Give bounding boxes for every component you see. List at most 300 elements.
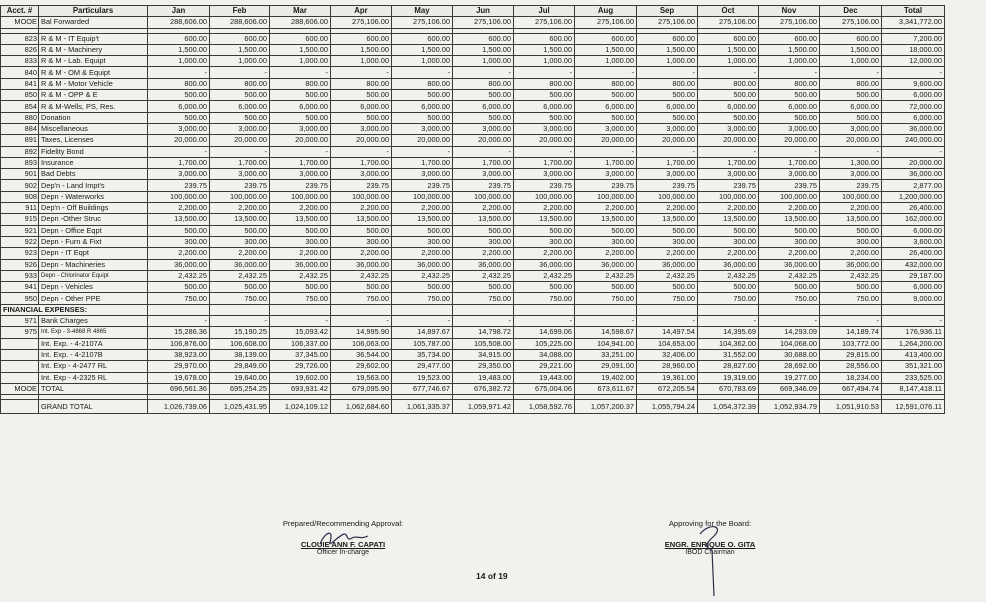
month-value-cell: 600.00 — [148, 33, 210, 44]
table-row — [1, 146, 945, 157]
month-value-cell: 500.00 — [820, 90, 882, 101]
month-value-cell: - — [820, 67, 882, 78]
month-value-cell: 36,000.00 — [392, 259, 453, 270]
month-value-cell: 300.00 — [637, 236, 698, 247]
month-value-cell: 3,000.00 — [637, 123, 698, 134]
month-value-cell: 300.00 — [698, 236, 759, 247]
month-value-cell: 100,000.00 — [453, 191, 514, 202]
month-value-cell: 1,055,794.24 — [637, 400, 698, 414]
month-value-cell: - — [759, 316, 820, 327]
account-number: 892 — [1, 146, 39, 157]
column-header: Oct — [698, 6, 759, 17]
month-value-cell: 500.00 — [331, 282, 392, 293]
column-header: Sep — [637, 6, 698, 17]
month-value-cell: 600.00 — [637, 33, 698, 44]
month-value-cell: 20,000.00 — [637, 135, 698, 146]
month-value-cell: 1,500.00 — [270, 44, 331, 55]
month-value-cell: 15,286.36 — [148, 327, 210, 338]
account-number: 880 — [1, 112, 39, 123]
account-number: 823 — [1, 33, 39, 44]
account-number — [1, 372, 39, 383]
month-value-cell: 500.00 — [270, 282, 331, 293]
total-cell: 1,200,000.00 — [882, 191, 945, 202]
total-cell: 233,525.00 — [882, 372, 945, 383]
total-cell: 29,187.00 — [882, 270, 945, 281]
month-value-cell: 32,406.00 — [637, 349, 698, 360]
month-value-cell: - — [575, 316, 637, 327]
month-value-cell: 14,699.06 — [514, 327, 575, 338]
empty-cell — [210, 304, 270, 315]
month-value-cell: 1,500.00 — [575, 44, 637, 55]
total-cell: 7,200.00 — [882, 33, 945, 44]
month-value-cell: 1,700.00 — [331, 157, 392, 168]
particular-label: Bad Debts — [39, 169, 148, 180]
particular-label: Depn - Office Eqpt — [39, 225, 148, 236]
month-value-cell: 750.00 — [453, 293, 514, 304]
month-value-cell: 3,000.00 — [820, 169, 882, 180]
month-value-cell: 6,000.00 — [331, 101, 392, 112]
month-value-cell: 500.00 — [270, 90, 331, 101]
total-cell: 20,000.00 — [882, 157, 945, 168]
particular-label: Dep'n - Off Buildings — [39, 203, 148, 214]
particular-label: Insurance — [39, 157, 148, 168]
column-header: Jan — [148, 6, 210, 17]
month-value-cell: 100,000.00 — [210, 191, 270, 202]
month-value-cell: 2,432.25 — [759, 270, 820, 281]
month-value-cell: 600.00 — [392, 33, 453, 44]
total-cell: 8,147,418.11 — [882, 383, 945, 394]
account-number: MOOE — [1, 383, 39, 394]
month-value-cell: 800.00 — [820, 78, 882, 89]
month-value-cell: 29,970.00 — [148, 361, 210, 372]
month-value-cell: 2,200.00 — [820, 203, 882, 214]
month-value-cell: 239.75 — [392, 180, 453, 191]
table-row — [1, 383, 945, 394]
month-value-cell: 500.00 — [637, 112, 698, 123]
month-value-cell: 300.00 — [270, 236, 331, 247]
month-value-cell: 29,091.00 — [575, 361, 637, 372]
month-value-cell: 288,606.00 — [148, 17, 210, 28]
month-value-cell: 104,362.00 — [698, 338, 759, 349]
empty-cell — [882, 304, 945, 315]
month-value-cell: - — [698, 146, 759, 157]
month-value-cell: 239.75 — [148, 180, 210, 191]
month-value-cell: 2,200.00 — [575, 203, 637, 214]
account-number: 902 — [1, 180, 39, 191]
month-value-cell: - — [453, 146, 514, 157]
total-cell: 6,000.00 — [882, 282, 945, 293]
month-value-cell: 29,350.00 — [453, 361, 514, 372]
month-value-cell: 36,000.00 — [270, 259, 331, 270]
month-value-cell: 15,093.42 — [270, 327, 331, 338]
column-header: Mar — [270, 6, 331, 17]
particular-label: Int. Exp - 4-2477 RL — [39, 361, 148, 372]
month-value-cell: 275,106.00 — [637, 17, 698, 28]
month-value-cell: 20,000.00 — [392, 135, 453, 146]
month-value-cell: 500.00 — [514, 282, 575, 293]
month-value-cell: 1,054,372.39 — [698, 400, 759, 414]
month-value-cell: 2,200.00 — [210, 203, 270, 214]
signature-caption: Prepared/Recommending Approval: — [282, 519, 404, 528]
account-number: 911 — [1, 203, 39, 214]
month-value-cell: - — [392, 316, 453, 327]
month-value-cell: 275,106.00 — [759, 17, 820, 28]
month-value-cell: 500.00 — [759, 90, 820, 101]
header-row — [1, 6, 945, 17]
account-number: 921 — [1, 225, 39, 236]
month-value-cell: 1,500.00 — [453, 44, 514, 55]
section-label: FINANCIAL EXPENSES: — [1, 304, 148, 315]
month-value-cell: 6,000.00 — [820, 101, 882, 112]
month-value-cell: 38,923.00 — [148, 349, 210, 360]
month-value-cell: 750.00 — [331, 293, 392, 304]
month-value-cell: 500.00 — [392, 282, 453, 293]
month-value-cell: 19,361.00 — [637, 372, 698, 383]
month-value-cell: 36,000.00 — [820, 259, 882, 270]
particular-label: R & M - IT Equip't — [39, 33, 148, 44]
month-value-cell: 38,139.00 — [210, 349, 270, 360]
table-body — [1, 17, 945, 414]
month-value-cell: - — [331, 67, 392, 78]
month-value-cell: 3,000.00 — [210, 123, 270, 134]
month-value-cell: 500.00 — [148, 282, 210, 293]
month-value-cell: 19,483.00 — [453, 372, 514, 383]
month-value-cell: 13,500.00 — [210, 214, 270, 225]
account-number: 891 — [1, 135, 39, 146]
month-value-cell: 669,346.09 — [759, 383, 820, 394]
month-value-cell: - — [270, 67, 331, 78]
month-value-cell: 1,700.00 — [453, 157, 514, 168]
table-row — [1, 90, 945, 101]
month-value-cell: 105,225.00 — [514, 338, 575, 349]
total-cell: 3,600.00 — [882, 236, 945, 247]
month-value-cell: 6,000.00 — [698, 101, 759, 112]
month-value-cell: 3,000.00 — [331, 169, 392, 180]
budget-table — [0, 5, 945, 414]
month-value-cell: 500.00 — [759, 225, 820, 236]
month-value-cell: 677,746.67 — [392, 383, 453, 394]
column-header: Dec — [820, 6, 882, 17]
table-row — [1, 338, 945, 349]
month-value-cell: 800.00 — [392, 78, 453, 89]
month-value-cell: 500.00 — [392, 112, 453, 123]
month-value-cell: 750.00 — [575, 293, 637, 304]
month-value-cell: 239.75 — [514, 180, 575, 191]
month-value-cell: 14,189.74 — [820, 327, 882, 338]
table-row — [1, 259, 945, 270]
month-value-cell: 19,563.00 — [331, 372, 392, 383]
month-value-cell: 36,000.00 — [514, 259, 575, 270]
month-value-cell: 600.00 — [575, 33, 637, 44]
month-value-cell: 2,200.00 — [453, 203, 514, 214]
month-value-cell: 500.00 — [575, 225, 637, 236]
month-value-cell: 19,602.00 — [270, 372, 331, 383]
month-value-cell: 800.00 — [148, 78, 210, 89]
month-value-cell: 500.00 — [575, 90, 637, 101]
month-value-cell: 6,000.00 — [453, 101, 514, 112]
month-value-cell: 239.75 — [698, 180, 759, 191]
total-cell: - — [882, 67, 945, 78]
month-value-cell: - — [698, 316, 759, 327]
month-value-cell: 500.00 — [637, 282, 698, 293]
month-value-cell: 1,700.00 — [210, 157, 270, 168]
month-value-cell: 1,500.00 — [514, 44, 575, 55]
account-number: 941 — [1, 282, 39, 293]
month-value-cell: 36,000.00 — [637, 259, 698, 270]
empty-cell — [148, 304, 210, 315]
particular-label: Int. Exp. - 4-2107B — [39, 349, 148, 360]
month-value-cell: 1,700.00 — [637, 157, 698, 168]
account-number: 975 — [1, 327, 39, 338]
signature-caption: Approving for the Board: — [668, 519, 752, 528]
particular-label: Int. Exp. - 4-2107A — [39, 338, 148, 349]
month-value-cell: 2,200.00 — [637, 203, 698, 214]
month-value-cell: 35,734.00 — [392, 349, 453, 360]
month-value-cell: 29,221.00 — [514, 361, 575, 372]
month-value-cell: 300.00 — [392, 236, 453, 247]
month-value-cell: 1,000.00 — [210, 56, 270, 67]
month-value-cell: 1,000.00 — [575, 56, 637, 67]
table-row — [1, 123, 945, 134]
signatory-role: IBOD Chairman — [685, 549, 735, 556]
table-row — [1, 361, 945, 372]
month-value-cell: 1,500.00 — [637, 44, 698, 55]
month-value-cell: 19,443.00 — [514, 372, 575, 383]
month-value-cell: 3,000.00 — [270, 169, 331, 180]
month-value-cell: 500.00 — [698, 282, 759, 293]
total-cell: 26,400.00 — [882, 248, 945, 259]
month-value-cell: 288,606.00 — [270, 17, 331, 28]
table-row — [1, 169, 945, 180]
month-value-cell: 3,000.00 — [514, 123, 575, 134]
month-value-cell: 2,200.00 — [759, 203, 820, 214]
month-value-cell: - — [637, 146, 698, 157]
table-row — [1, 327, 945, 338]
month-value-cell: 500.00 — [759, 282, 820, 293]
month-value-cell: 500.00 — [514, 90, 575, 101]
month-value-cell: 800.00 — [698, 78, 759, 89]
month-value-cell: 800.00 — [270, 78, 331, 89]
month-value-cell: 239.75 — [759, 180, 820, 191]
month-value-cell: 29,849.00 — [210, 361, 270, 372]
month-value-cell: 275,106.00 — [514, 17, 575, 28]
month-value-cell: 13,500.00 — [148, 214, 210, 225]
empty-cell — [453, 304, 514, 315]
month-value-cell: 34,915.00 — [453, 349, 514, 360]
column-header: Nov — [759, 6, 820, 17]
month-value-cell: 1,026,739.06 — [148, 400, 210, 414]
month-value-cell: 20,000.00 — [698, 135, 759, 146]
month-value-cell: 2,432.25 — [210, 270, 270, 281]
month-value-cell: 3,000.00 — [270, 123, 331, 134]
month-value-cell: 600.00 — [210, 33, 270, 44]
month-value-cell: 3,000.00 — [698, 169, 759, 180]
month-value-cell: 1,500.00 — [331, 44, 392, 55]
month-value-cell: 1,052,934.79 — [759, 400, 820, 414]
month-value-cell: 1,061,335.37 — [392, 400, 453, 414]
month-value-cell: 800.00 — [759, 78, 820, 89]
particular-label: Depn - Vehicles — [39, 282, 148, 293]
table-row — [1, 135, 945, 146]
month-value-cell: 36,000.00 — [331, 259, 392, 270]
column-header: May — [392, 6, 453, 17]
month-value-cell: 2,200.00 — [270, 203, 331, 214]
month-value-cell: 672,205.54 — [637, 383, 698, 394]
month-value-cell: 500.00 — [698, 90, 759, 101]
month-value-cell: 105,787.00 — [392, 338, 453, 349]
account-number: 850 — [1, 90, 39, 101]
particular-label: Depn - Furn & Fixt — [39, 236, 148, 247]
total-cell: 1,264,200.00 — [882, 338, 945, 349]
month-value-cell: 2,200.00 — [148, 203, 210, 214]
month-value-cell: 3,000.00 — [575, 169, 637, 180]
month-value-cell: - — [759, 67, 820, 78]
month-value-cell: 1,700.00 — [759, 157, 820, 168]
empty-cell — [575, 304, 637, 315]
month-value-cell: 36,000.00 — [210, 259, 270, 270]
month-value-cell: 3,000.00 — [148, 123, 210, 134]
particular-label: TOTAL — [39, 383, 148, 394]
month-value-cell: 20,000.00 — [575, 135, 637, 146]
month-value-cell: 1,000.00 — [392, 56, 453, 67]
month-value-cell: 500.00 — [575, 282, 637, 293]
month-value-cell: 104,068.00 — [759, 338, 820, 349]
month-value-cell: 3,000.00 — [514, 169, 575, 180]
month-value-cell: - — [210, 146, 270, 157]
month-value-cell: 20,000.00 — [820, 135, 882, 146]
month-value-cell: 33,251.00 — [575, 349, 637, 360]
signatory-role: Officer In-charge — [316, 549, 369, 556]
month-value-cell: 105,508.00 — [453, 338, 514, 349]
month-value-cell: 13,500.00 — [575, 214, 637, 225]
month-value-cell: 300.00 — [210, 236, 270, 247]
month-value-cell: - — [270, 316, 331, 327]
month-value-cell: 2,200.00 — [392, 203, 453, 214]
month-value-cell: 2,200.00 — [270, 248, 331, 259]
empty-cell — [759, 304, 820, 315]
month-value-cell: - — [210, 67, 270, 78]
month-value-cell: 29,815.00 — [820, 349, 882, 360]
page-number: 14 of 19 — [476, 571, 508, 581]
month-value-cell: 500.00 — [210, 90, 270, 101]
month-value-cell: 239.75 — [453, 180, 514, 191]
month-value-cell: 1,000.00 — [270, 56, 331, 67]
month-value-cell: 20,000.00 — [759, 135, 820, 146]
account-number — [1, 338, 39, 349]
month-value-cell: 34,088.00 — [514, 349, 575, 360]
signatory-name: ENGR. ENRIQUE O. GITA — [664, 540, 756, 549]
month-value-cell: 600.00 — [514, 33, 575, 44]
month-value-cell: 2,200.00 — [392, 248, 453, 259]
month-value-cell: 500.00 — [820, 225, 882, 236]
column-header: Aug — [575, 6, 637, 17]
particular-label: R & M - Motor Vehicle — [39, 78, 148, 89]
month-value-cell: - — [148, 146, 210, 157]
table-row — [1, 282, 945, 293]
month-value-cell: 13,500.00 — [270, 214, 331, 225]
month-value-cell: 14,497.54 — [637, 327, 698, 338]
month-value-cell: 3,000.00 — [331, 123, 392, 134]
month-value-cell: 275,106.00 — [331, 17, 392, 28]
particular-label: Depn - Other PPE — [39, 293, 148, 304]
month-value-cell: 36,000.00 — [759, 259, 820, 270]
month-value-cell: 500.00 — [270, 112, 331, 123]
month-value-cell: 750.00 — [270, 293, 331, 304]
table-row — [1, 33, 945, 44]
month-value-cell: 20,000.00 — [148, 135, 210, 146]
month-value-cell: 3,000.00 — [820, 123, 882, 134]
month-value-cell: 100,000.00 — [331, 191, 392, 202]
month-value-cell: 13,500.00 — [453, 214, 514, 225]
total-cell: 26,400.00 — [882, 203, 945, 214]
particular-label: Bank Charges — [39, 316, 148, 327]
month-value-cell: 500.00 — [210, 225, 270, 236]
grand-total-row — [1, 400, 945, 414]
month-value-cell: 30,688.00 — [759, 349, 820, 360]
month-value-cell: 600.00 — [331, 33, 392, 44]
particular-label: Depn - Chlorinator Equipt — [39, 270, 148, 281]
signatory-name: CLOUIE ANN F. CAPATI — [300, 540, 386, 549]
month-value-cell: 2,200.00 — [575, 248, 637, 259]
month-value-cell: 36,000.00 — [453, 259, 514, 270]
month-value-cell: 1,051,910.53 — [820, 400, 882, 414]
month-value-cell: 13,500.00 — [698, 214, 759, 225]
month-value-cell: 13,500.00 — [331, 214, 392, 225]
particular-label: Depn - Machineries — [39, 259, 148, 270]
month-value-cell: - — [331, 316, 392, 327]
month-value-cell: 106,063.00 — [331, 338, 392, 349]
month-value-cell: 2,200.00 — [210, 248, 270, 259]
table-row — [1, 157, 945, 168]
month-value-cell: 500.00 — [453, 112, 514, 123]
account-number: 893 — [1, 157, 39, 168]
table-row — [1, 67, 945, 78]
month-value-cell: 2,432.25 — [453, 270, 514, 281]
month-value-cell: 239.75 — [210, 180, 270, 191]
month-value-cell: 3,000.00 — [698, 123, 759, 134]
month-value-cell: 800.00 — [210, 78, 270, 89]
month-value-cell: 37,345.00 — [270, 349, 331, 360]
particular-label: Int. Exp - 3-4868 R 4865 — [39, 327, 148, 338]
table-row — [1, 372, 945, 383]
month-value-cell: 300.00 — [514, 236, 575, 247]
table-row — [1, 56, 945, 67]
month-value-cell: 19,319.00 — [698, 372, 759, 383]
month-value-cell: 500.00 — [637, 90, 698, 101]
month-value-cell: 1,500.00 — [392, 44, 453, 55]
column-header: Apr — [331, 6, 392, 17]
month-value-cell: 500.00 — [759, 112, 820, 123]
month-value-cell: 500.00 — [575, 112, 637, 123]
month-value-cell: 106,608.00 — [210, 338, 270, 349]
account-number — [1, 349, 39, 360]
month-value-cell: 1,500.00 — [210, 44, 270, 55]
total-cell: 36,000.00 — [882, 169, 945, 180]
month-value-cell: 14,897.67 — [392, 327, 453, 338]
month-value-cell: 3,000.00 — [148, 169, 210, 180]
particular-label: Fidelity Bond — [39, 146, 148, 157]
month-value-cell: 500.00 — [820, 282, 882, 293]
column-header: Feb — [210, 6, 270, 17]
total-cell: 240,000.00 — [882, 135, 945, 146]
month-value-cell: - — [698, 67, 759, 78]
month-value-cell: 14,293.09 — [759, 327, 820, 338]
table-row — [1, 349, 945, 360]
month-value-cell: 3,000.00 — [637, 169, 698, 180]
account-number — [1, 400, 39, 414]
month-value-cell: - — [514, 316, 575, 327]
particular-label: Int. Exp - 4-2325 RL — [39, 372, 148, 383]
